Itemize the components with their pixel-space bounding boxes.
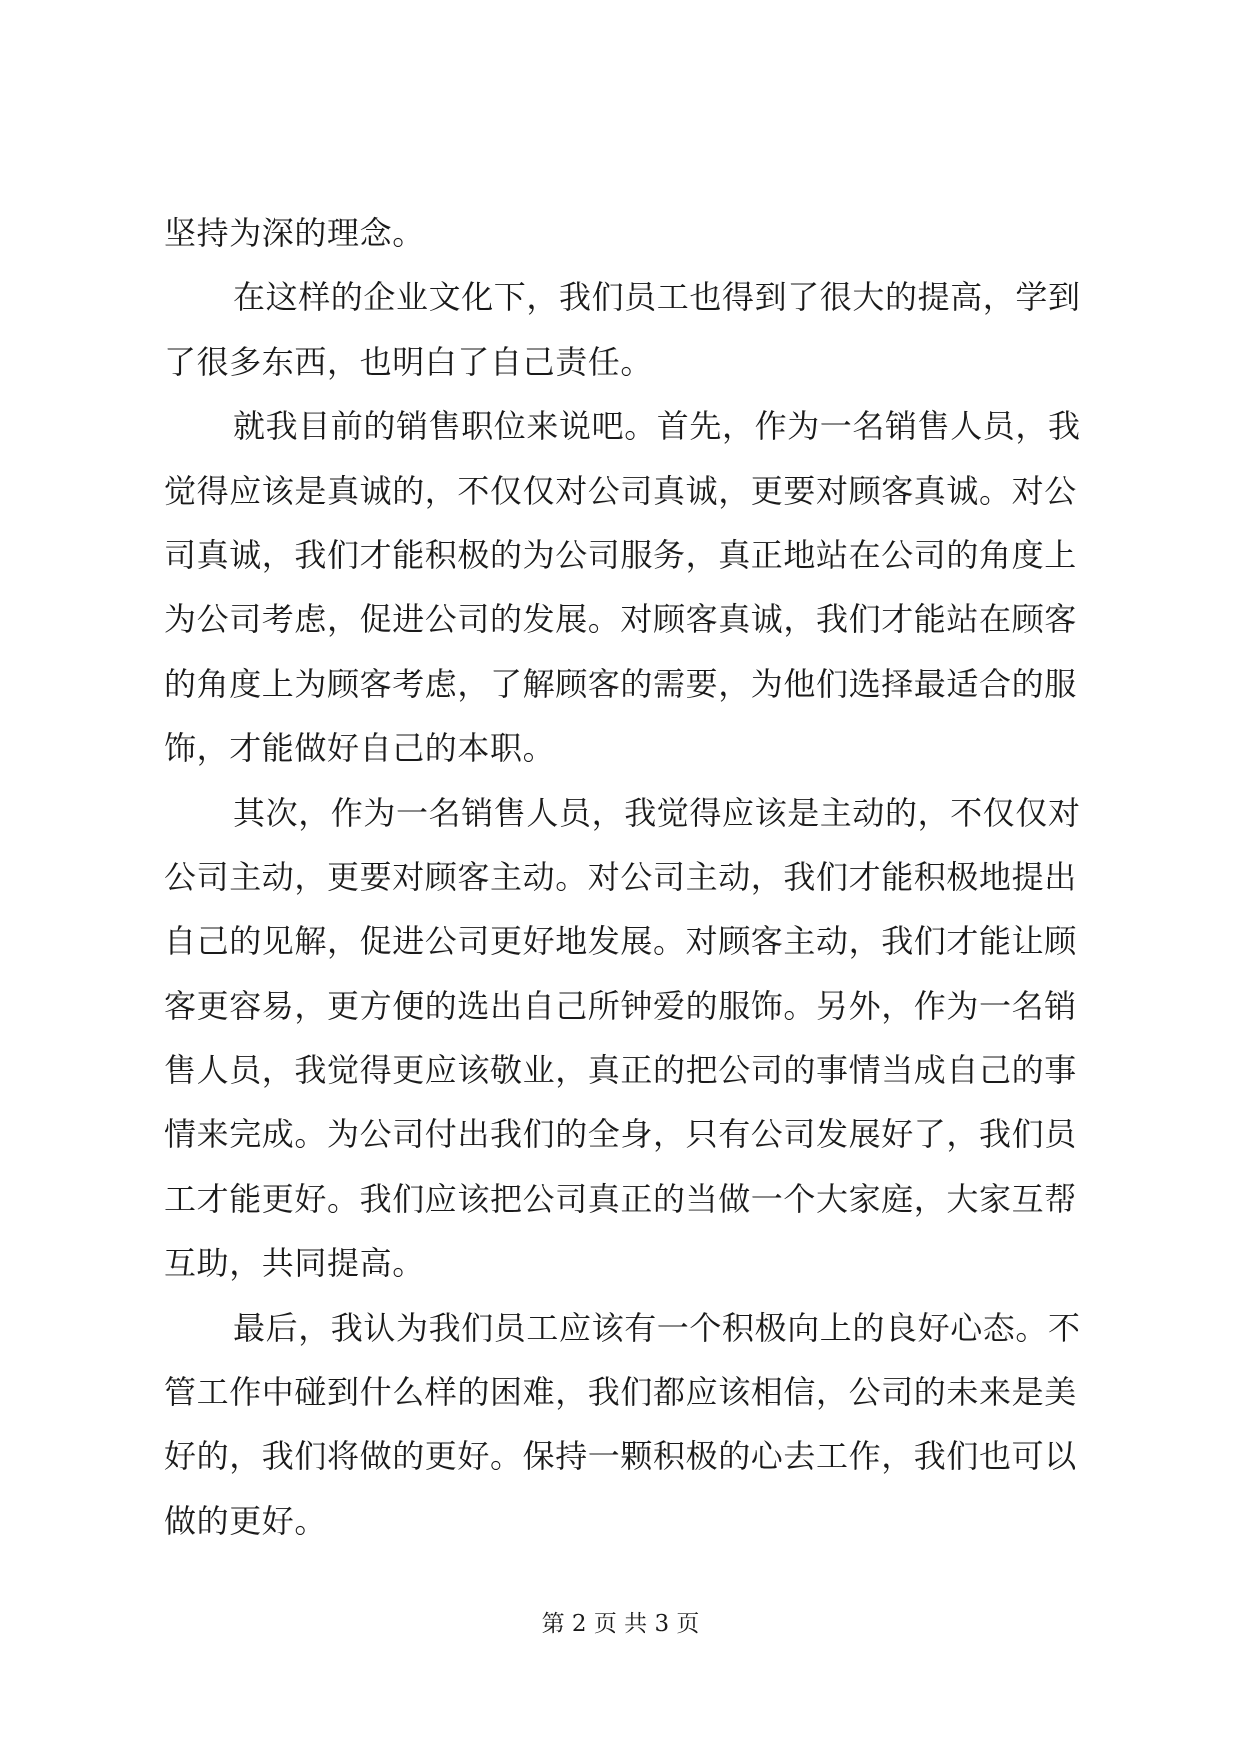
text-line: 司真诚，我们才能积极的为公司服务，真正地站在公司的角度上 xyxy=(164,535,1077,574)
text-line: 饰，才能做好自己的本职。 xyxy=(164,729,556,768)
text-line: 最后，我认为我们员工应该有一个积极向上的良好心态。不 xyxy=(233,1308,1081,1347)
text-line: 自己的见解，促进公司更好地发展。对顾客主动，我们才能让顾 xyxy=(164,922,1077,961)
document-body xyxy=(164,201,1082,1553)
text-line: 的角度上为顾客考虑，了解顾客的需要，为他们选择最适合的服 xyxy=(164,664,1077,703)
text-line: 情来完成。为公司付出我们的全身，只有公司发展好了，我们员 xyxy=(164,1115,1077,1154)
text-line: 了很多东西，也明白了自己责任。 xyxy=(164,342,654,381)
text-line: 管工作中碰到什么样的困难，我们都应该相信，公司的未来是美 xyxy=(164,1373,1077,1412)
text-line: 为公司考虑，促进公司的发展。对顾客真诚，我们才能站在顾客 xyxy=(164,600,1077,639)
text-line: 客更容易，更方便的选出自己所钟爱的服饰。另外，作为一名销 xyxy=(164,986,1077,1025)
text-line: 售人员，我觉得更应该敬业，真正的把公司的事情当成自己的事 xyxy=(164,1051,1077,1090)
text-line: 公司主动，更要对顾客主动。对公司主动，我们才能积极地提出 xyxy=(164,857,1077,896)
page-number-footer: 第 2 页 共 3 页 xyxy=(541,1611,700,1637)
text-line: 坚持为深的理念。 xyxy=(164,214,425,252)
text-line: 做的更好。 xyxy=(164,1501,328,1540)
text-line: 其次，作为一名销售人员，我觉得应该是主动的，不仅仅对 xyxy=(233,793,1081,832)
text-line: 互助，共同提高。 xyxy=(164,1244,425,1283)
text-line: 就我目前的销售职位来说吧。首先，作为一名销售人员，我 xyxy=(233,407,1081,446)
text-line: 在这样的企业文化下，我们员工也得到了很大的提高，学到 xyxy=(233,278,1081,317)
text-line: 好的，我们将做的更好。保持一颗积极的心去工作，我们也可以 xyxy=(164,1437,1077,1476)
text-line: 觉得应该是真诚的，不仅仅对公司真诚，更要对顾客真诚。对公 xyxy=(164,471,1077,510)
text-line: 工才能更好。我们应该把公司真正的当做一个大家庭，大家互帮 xyxy=(164,1179,1077,1218)
